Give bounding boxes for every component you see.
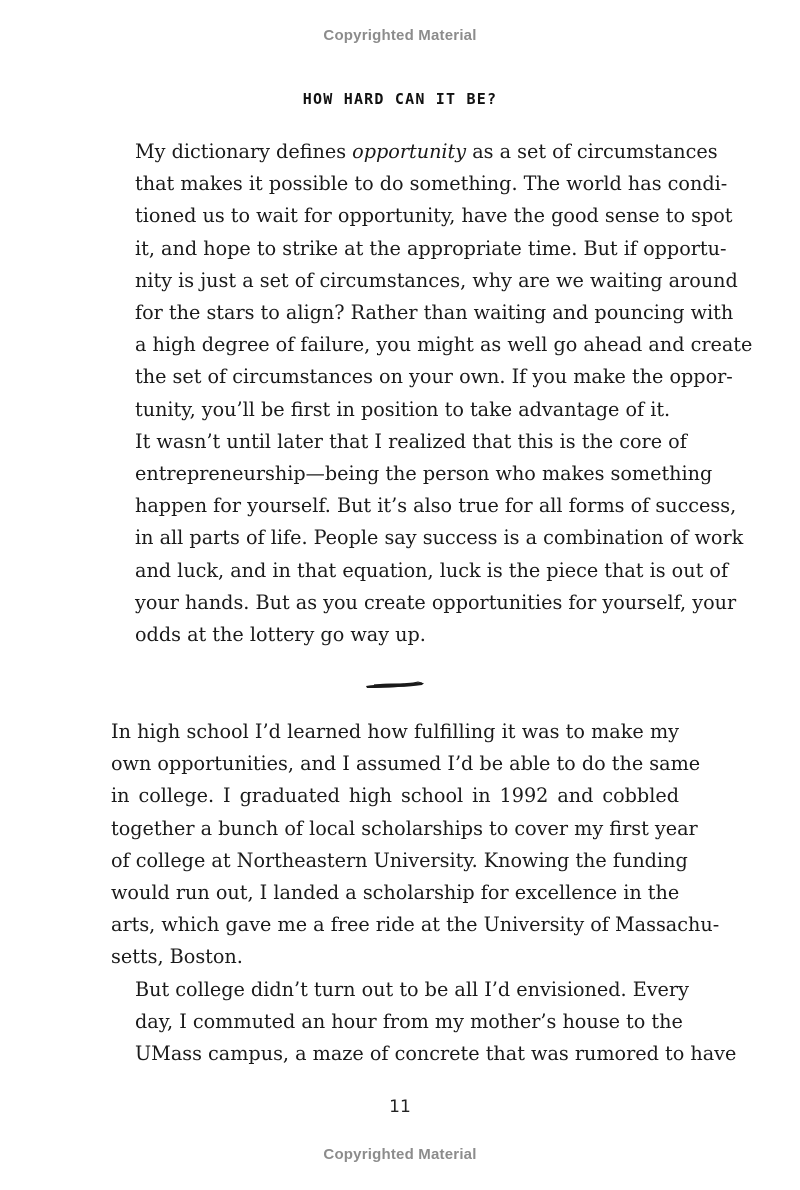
text-line: in all parts of life. People say success is a combination of work: [135, 526, 744, 550]
text-line: of college at Northeastern University. Knowing the funding: [111, 848, 688, 872]
text-line: In high school I’d learned how fulfilling it was to make my: [111, 720, 679, 743]
section-1-body: [111, 136, 753, 651]
page-number: 11: [389, 1097, 411, 1117]
text-line: happen for yourself. But it’s also true for all forms of success,: [135, 494, 737, 518]
running-head: HOW HARD CAN IT BE?: [302, 90, 498, 108]
paragraph-entrepreneurship: [111, 426, 744, 651]
text-line: a high degree of failure, you might as well go ahead and create: [135, 333, 753, 357]
paragraph-high-school: [111, 716, 720, 974]
text-line: My dictionary defines opportunity as a set of circumstances: [135, 140, 718, 163]
text-line: that makes it possible to do something. The world has condi-: [135, 172, 728, 196]
text-line: tioned us to wait for opportunity, have the good sense to spot: [135, 204, 733, 228]
text-line: entrepreneurship—being the person who makes something: [135, 462, 713, 486]
text-line: tunity, you’ll be first in position to take advantage of it.: [135, 397, 671, 421]
text-line: It wasn’t until later that I realized that this is the core of: [135, 429, 687, 453]
text-line: would run out, I landed a scholarship for excellence in the: [111, 881, 680, 905]
text-line: the set of circumstances on your own. If you make the oppor-: [135, 365, 733, 389]
text-line: arts, which gave me a free ride at the University of Massachu-: [111, 913, 720, 937]
text-line: in college. I graduated high school in 1992 and cobbled: [111, 784, 679, 808]
text-line: But college didn’t turn out to be all I’d envisioned. Every: [135, 977, 689, 1001]
text-line: odds at the lottery go way up.: [135, 623, 426, 647]
copyright-watermark-bottom: Copyrighted Material: [323, 1146, 477, 1163]
brush-stroke-divider-icon: [364, 676, 426, 694]
paragraph-college: [111, 974, 737, 1071]
text-line: your hands. But as you create opportunities for yourself, your: [135, 590, 737, 614]
text-line: for the stars to align? Rather than waiting and pouncing with: [135, 301, 734, 325]
copyright-watermark-top: Copyrighted Material: [323, 27, 477, 44]
text-line: and luck, and in that equation, luck is the piece that is out of: [135, 558, 729, 582]
text-line: nity is just a set of circumstances, why are we waiting around: [135, 268, 738, 292]
paragraph-opportunity: [111, 136, 753, 426]
text-line: it, and hope to strike at the appropriate time. But if opportu-: [135, 236, 727, 260]
text-line: day, I commuted an hour from my mother’s house to the: [135, 1009, 683, 1033]
text-line: UMass campus, a maze of concrete that was rumored to have: [135, 1042, 737, 1066]
text-line: setts, Boston.: [111, 945, 243, 969]
italic-term: opportunity: [352, 140, 467, 163]
section-2-body: [111, 716, 737, 1070]
text-line: own opportunities, and I assumed I’d be able to do the same: [111, 752, 701, 776]
text-line: together a bunch of local scholarships to cover my first year: [111, 816, 698, 840]
